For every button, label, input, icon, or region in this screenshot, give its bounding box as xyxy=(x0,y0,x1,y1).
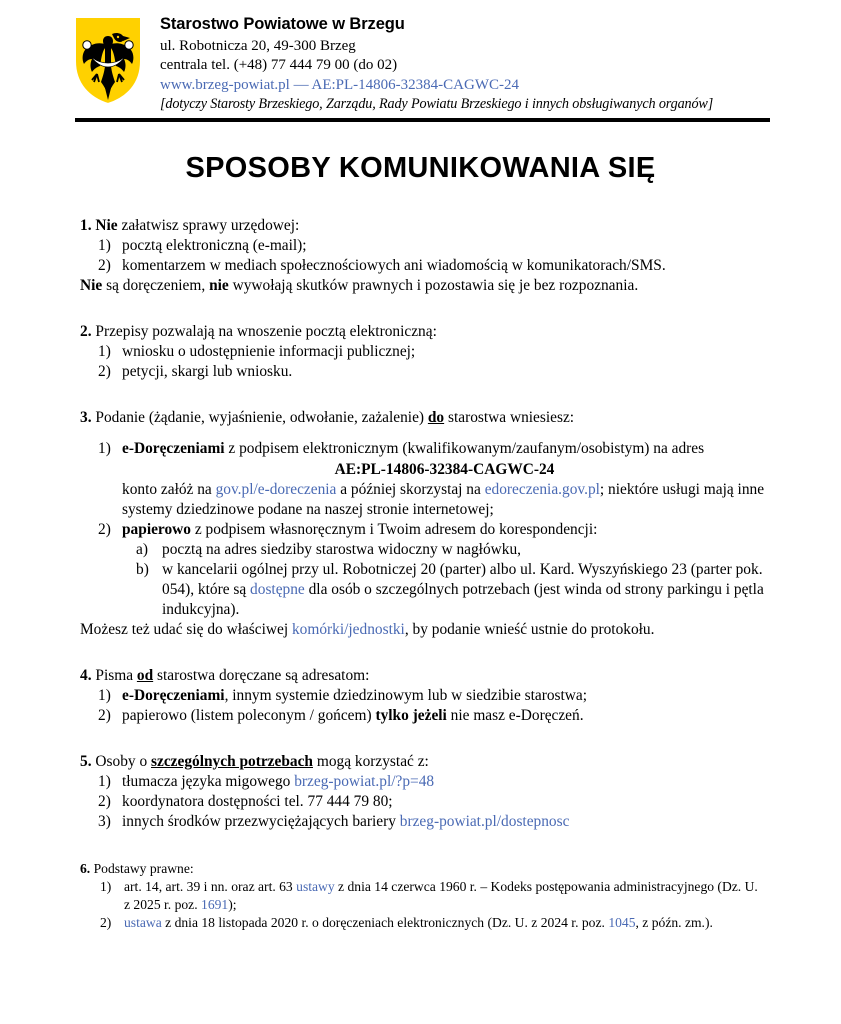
section-3-subitem-b-part-a: w kancelarii ogólnej przy ul. Robotniczej 20 (parter) albo ul. Kard. Wyszyńskiego 23 (parter pok. 054), które są xyxy=(162,560,763,598)
organization-web-and-ae-address[interactable]: www.brzeg-powiat.pl — AE:PL-14806-32384-CAGWC-24 xyxy=(160,76,519,93)
list-marker: 1) xyxy=(98,773,111,791)
section-6-item1-part-a: art. 14, art. 39 i nn. oraz art. 63 xyxy=(124,879,297,895)
section-1-closing-d: wywołają skutków prawnych i pozostawia się je bez rozpoznania. xyxy=(228,276,639,294)
list-item-text: pocztą elektroniczną (e-mail); xyxy=(122,236,307,254)
list-item-text: tłumacza języka migowego xyxy=(122,773,295,791)
section-3-item1-sub-c: ; niektóre usługi mają inne systemy dziedzinowe podane na naszej stronie internetowej; xyxy=(122,480,765,518)
list-item xyxy=(80,686,767,706)
page-title: SPOSOBY KOMUNIKOWANIA SIĘ xyxy=(185,151,656,184)
list-item-text: innych środków przezwyciężających bariery xyxy=(122,813,400,831)
list-item xyxy=(80,362,767,382)
section-3-lead-a: Podanie (żądanie, wyjaśnienie, odwołanie, zażalenie) xyxy=(95,408,428,426)
section-3-sublist xyxy=(122,540,767,620)
list-item xyxy=(80,706,767,726)
delivery-method-edoreczenia: e-Doręczeniami xyxy=(122,439,225,457)
section-4-item2-rest: nie masz e-Doręczeń. xyxy=(446,707,584,725)
section-2-list xyxy=(80,342,767,382)
section-3-subitem-b-part-b: dla osób o szczególnych potrzebach (jest winda od strony parkingu i pętla indukcyjna). xyxy=(162,580,764,618)
list-marker: 2) xyxy=(98,793,111,811)
list-item-text: komentarzem w mediach społecznościowych ani wiadomością w komunikatorach/SMS. xyxy=(122,256,666,274)
link-dostepne[interactable]: dostępne xyxy=(250,580,305,598)
list-item-text: koordynatora dostępności tel. 77 444 79 80; xyxy=(122,793,393,811)
list-marker: 3) xyxy=(98,813,111,831)
list-marker: 1) xyxy=(98,236,111,254)
list-marker: 2) xyxy=(98,707,111,725)
section-3-item1-rest: z podpisem elektronicznym (kwalifikowanym/zaufanym/osobistym) na adres xyxy=(224,439,705,457)
link-dz-u-2025-1691[interactable]: 1691 xyxy=(201,896,229,912)
header-divider xyxy=(75,118,770,122)
section-1-closing xyxy=(80,276,767,296)
link-dz-u-2024-1045[interactable]: 1045 xyxy=(608,914,636,930)
ae-address-value: AE:PL-14806-32384-CAGWC-24 xyxy=(334,460,555,478)
list-marker: 2) xyxy=(98,362,111,380)
section-3-item1-subtext xyxy=(122,480,767,520)
section-4-item1-bold: e-Doręczeniami xyxy=(122,687,225,705)
section-6-item2-part-a: z dnia 18 listopada 2020 r. o doręczeniach elektronicznych (Dz. U. z 2024 r. poz. xyxy=(161,914,609,930)
section-1-closing-bold-c: nie xyxy=(209,276,229,294)
coat-of-arms-icon xyxy=(72,14,144,106)
link-gov-pl-edoreczenia[interactable]: gov.pl/e-doreczenia xyxy=(215,480,337,498)
section-2-lead-text: Przepisy pozwalają na wnoszenie pocztą elektroniczną: xyxy=(95,322,437,340)
section-3-closing-a: Możesz też udać się do właściwej xyxy=(80,620,292,638)
section-1-closing-b: są doręczeniem, xyxy=(102,276,210,294)
letterhead-text xyxy=(160,12,771,114)
list-item xyxy=(80,812,767,832)
section-5-number: 5. xyxy=(80,753,92,771)
section-1-list xyxy=(80,236,767,276)
section-1-lead-bold: Nie xyxy=(95,216,118,234)
organization-address: ul. Robotnicza 20, 49-300 Brzeg xyxy=(160,37,356,54)
section-3-item1-sub-b: a później skorzystaj na xyxy=(336,480,485,498)
section-1-lead-rest: załatwisz sprawy urzędowej: xyxy=(117,216,300,234)
list-marker: 1) xyxy=(100,879,112,895)
list-item xyxy=(80,914,767,932)
section-5-lead-b: mogą korzystać z: xyxy=(313,753,429,771)
section-4-item2-bold: tylko jeżeli xyxy=(375,707,447,725)
list-item xyxy=(80,342,767,362)
section-1-lead xyxy=(80,216,767,236)
section-6-lead-text: Podstawy prawne: xyxy=(93,861,194,877)
section-6-lead xyxy=(80,860,767,878)
section-1-number: 1. xyxy=(80,216,92,234)
list-item-text: pocztą na adres siedziby starostwa widoczny w nagłówku, xyxy=(162,540,522,558)
section-5-lead-emphasis: szczególnych potrzebach xyxy=(151,753,313,771)
list-marker: 2) xyxy=(100,914,112,930)
list-item-text: petycji, skargi lub wniosku. xyxy=(122,362,293,380)
link-separator: / xyxy=(344,620,349,638)
section-3-item2-rest: z podpisem własnoręcznym i Twoim adresem do korespondencji: xyxy=(190,520,598,538)
list-marker: b) xyxy=(136,560,149,578)
section-3-lead-b: starostwa wniesiesz: xyxy=(444,408,575,426)
section-6-number: 6. xyxy=(80,861,91,877)
section-4-item2-pre: papierowo (listem poleconym / gońcem) xyxy=(122,707,376,725)
list-marker: 2) xyxy=(98,256,111,274)
section-4-list xyxy=(80,686,767,726)
list-marker: 1) xyxy=(98,687,111,705)
section-3-closing-b: , by podanie wnieść ustnie do protokołu. xyxy=(404,620,655,638)
organization-scope-note: [dotyczy Starosty Brzeskiego, Zarządu, Rady Powiatu Brzeskiego i innych obsługiwanych organów] xyxy=(160,96,714,113)
section-4 xyxy=(80,666,767,726)
list-item xyxy=(80,878,767,914)
section-4-item1-rest: , innym systemie dziedzinowym lub w siedzibie starostwa; xyxy=(224,687,588,705)
section-1 xyxy=(80,216,767,296)
section-2-number: 2. xyxy=(80,322,92,340)
section-6-item1-part-b: z dnia 14 czerwca 1960 r. – Kodeks postępowania administracyjnego (Dz. U. z 2025 r. poz. xyxy=(124,879,758,912)
list-item xyxy=(80,520,767,620)
section-3-list xyxy=(80,439,767,620)
section-6 xyxy=(80,860,767,932)
link-komorki[interactable]: komórki xyxy=(291,620,345,638)
section-5 xyxy=(80,752,767,832)
organization-name: Starostwo Powiatowe w Brzegu xyxy=(160,15,405,33)
list-item xyxy=(122,560,767,620)
list-item xyxy=(80,256,767,276)
list-marker: 2) xyxy=(98,520,111,538)
section-6-item1-part-c: ); xyxy=(228,896,237,912)
section-3-closing xyxy=(80,620,767,640)
section-4-lead-emphasis: od xyxy=(136,667,154,684)
section-3-item1-sub-a: konto załóż na xyxy=(122,480,216,498)
link-sign-language-interpreter[interactable]: brzeg-powiat.pl/?p=48 xyxy=(294,773,435,791)
section-2-lead xyxy=(80,322,767,342)
link-jednostki[interactable]: jednostki xyxy=(348,620,405,638)
list-item xyxy=(80,772,767,792)
section-3-lead xyxy=(80,408,767,428)
section-3 xyxy=(80,408,767,640)
section-3-lead-emphasis: do xyxy=(427,408,445,426)
list-item-text: wniosku o udostępnienie informacji publicznej; xyxy=(122,342,416,360)
list-item xyxy=(80,236,767,256)
section-2 xyxy=(80,322,767,382)
section-4-number: 4. xyxy=(80,667,92,684)
list-marker: 1) xyxy=(98,342,111,360)
section-3-number: 3. xyxy=(80,408,92,426)
section-4-lead xyxy=(80,666,767,686)
list-marker: 1) xyxy=(98,439,111,457)
list-item xyxy=(80,439,767,520)
link-ustawa-edoreczenia[interactable]: ustawa xyxy=(124,914,162,930)
document-body xyxy=(0,216,841,932)
section-5-lead xyxy=(80,752,767,772)
link-ustawy-kpa[interactable]: ustawy xyxy=(296,879,335,895)
list-item xyxy=(80,792,767,812)
list-item xyxy=(122,540,767,560)
list-marker: a) xyxy=(136,540,148,558)
section-5-lead-a: Osoby o xyxy=(95,753,151,771)
section-4-lead-b: starostwa doręczane są adresatom: xyxy=(153,667,370,684)
organization-phone: centrala tel. (+48) 77 444 79 00 (do 02) xyxy=(160,57,398,74)
section-6-list xyxy=(80,878,767,932)
section-4-lead-a: Pisma xyxy=(95,667,137,684)
letterhead xyxy=(0,0,841,114)
section-6-item2-part-b: , z późn. zm.). xyxy=(635,914,713,930)
delivery-method-papierowo: papierowo xyxy=(122,520,191,538)
link-edoreczenia-gov-pl[interactable]: edoreczenia.gov.pl xyxy=(484,480,600,498)
link-accessibility-page[interactable]: brzeg-powiat.pl/dostepnosc xyxy=(399,813,570,831)
section-5-list xyxy=(80,772,767,832)
section-1-closing-bold-a: Nie xyxy=(80,276,103,294)
